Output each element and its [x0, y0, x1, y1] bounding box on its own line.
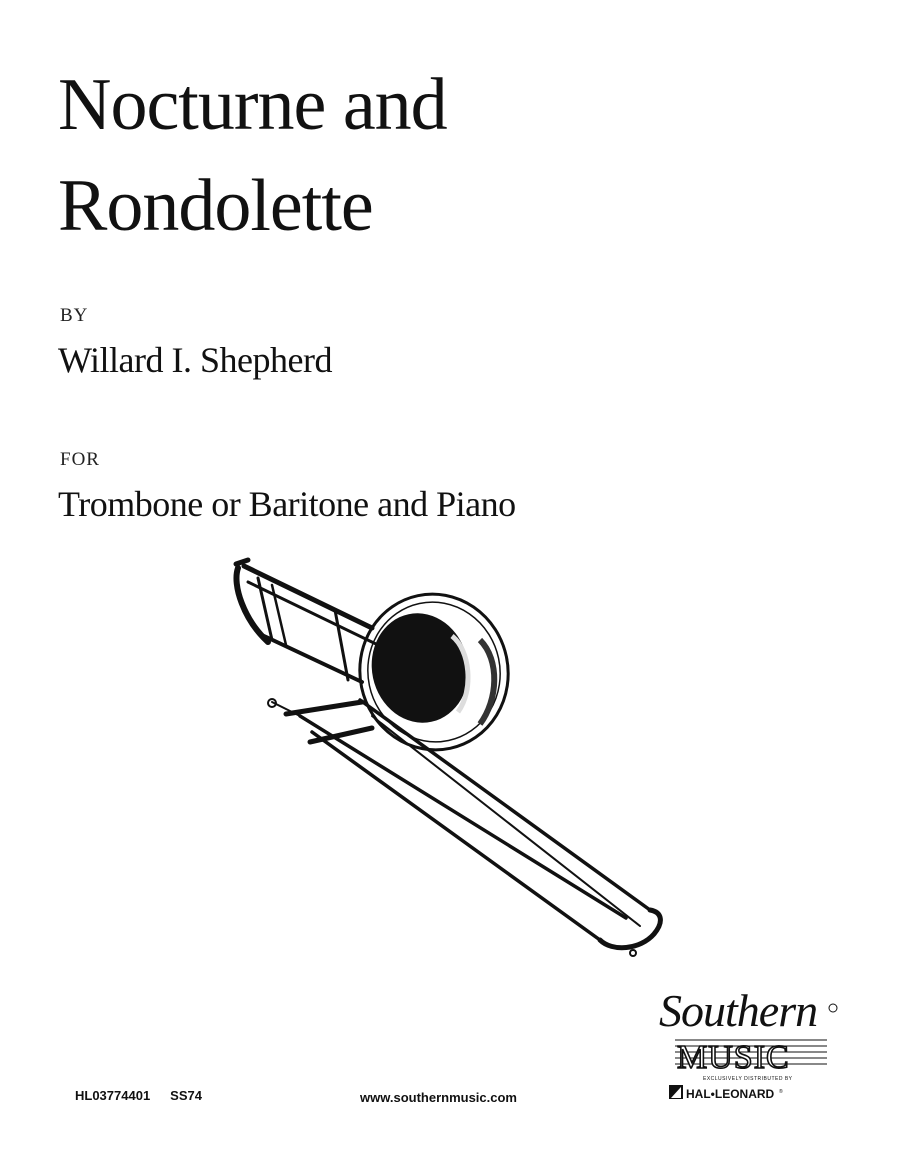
- title-line-1: Nocturne and: [58, 64, 447, 146]
- svg-text:MUSIC: MUSIC: [677, 1039, 790, 1076]
- svg-text:Southern: Southern: [659, 985, 818, 1036]
- by-label: BY: [60, 305, 89, 326]
- catalog-codes: [75, 1088, 202, 1103]
- svg-text:EXCLUSIVELY DISTRIBUTED BY: EXCLUSIVELY DISTRIBUTED BY: [703, 1076, 793, 1082]
- series-code: SS74: [170, 1088, 202, 1103]
- svg-text:HAL•LEONARD: HAL•LEONARD: [686, 1087, 775, 1101]
- southern-music-logo: [655, 982, 845, 1104]
- instrumentation: Trombone or Baritone and Piano: [58, 484, 516, 524]
- for-label: FOR: [60, 449, 100, 470]
- website-url: www.southernmusic.com: [360, 1090, 517, 1105]
- composer-name: Willard I. Shepherd: [58, 340, 332, 380]
- svg-text:®: ®: [779, 1089, 783, 1095]
- trombone-icon: [220, 550, 680, 970]
- catalog-number: HL03774401: [75, 1088, 151, 1103]
- title-line-2: Rondolette: [58, 165, 373, 247]
